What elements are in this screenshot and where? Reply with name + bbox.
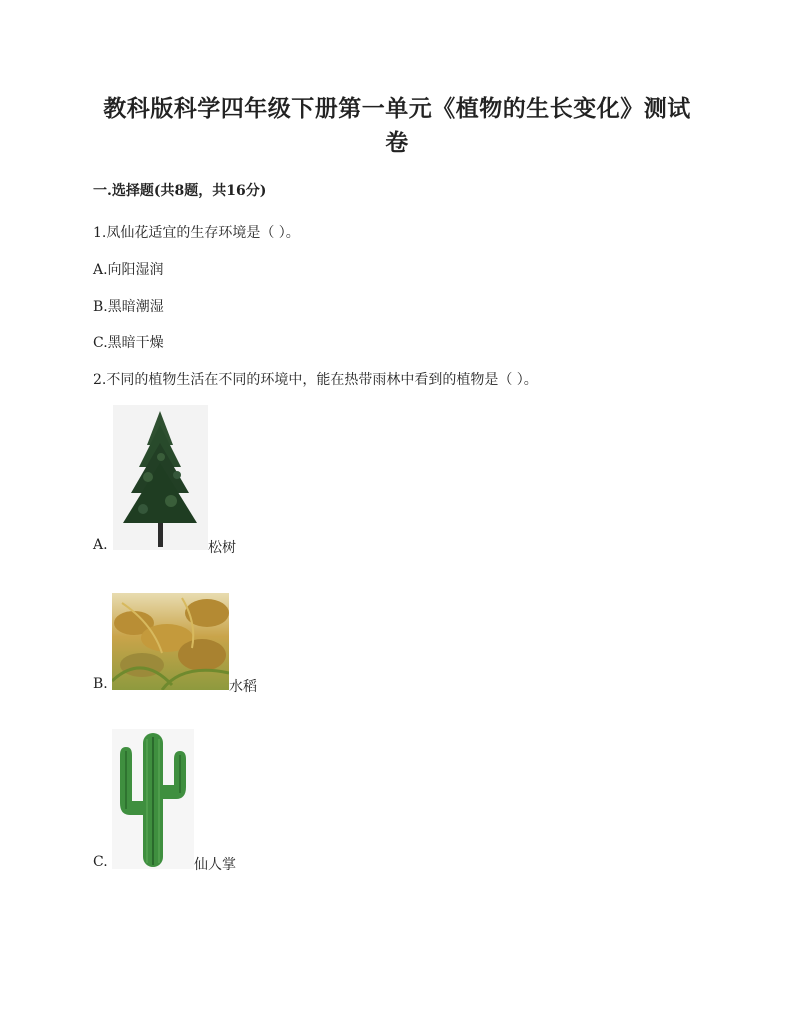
question-1-stem: 1.凤仙花适宜的生存环境是（ ）。: [93, 225, 300, 241]
question-2-option-c-letter: C.: [93, 854, 108, 870]
question-1-option-c: C.黑暗干燥: [93, 335, 164, 351]
question-2-stem: 2.不同的植物生活在不同的环境中，能在热带雨林中看到的植物是（ ）。: [93, 372, 538, 388]
question-2-option-a-letter: A.: [93, 537, 108, 553]
section-heading: 一.选择题(共8题，共16分): [93, 183, 267, 199]
question-2-option-a-label: 松树: [208, 540, 236, 556]
title-line-1: 教科版科学四年级下册第一单元《植物的生长变化》测试: [103, 95, 691, 122]
cactus-image: [112, 729, 194, 869]
title-line-2: 卷: [385, 129, 409, 156]
rice-plant-image: [112, 593, 229, 690]
question-2-option-b-letter: B.: [93, 676, 108, 692]
document-title: [80, 92, 714, 160]
question-2-option-c-label: 仙人掌: [194, 857, 236, 873]
question-1-option-a: A.向阳湿润: [93, 262, 164, 278]
question-2-option-b-label: 水稻: [229, 679, 257, 695]
question-1-option-b: B.黑暗潮湿: [93, 299, 164, 315]
pine-tree-image: [113, 405, 208, 550]
